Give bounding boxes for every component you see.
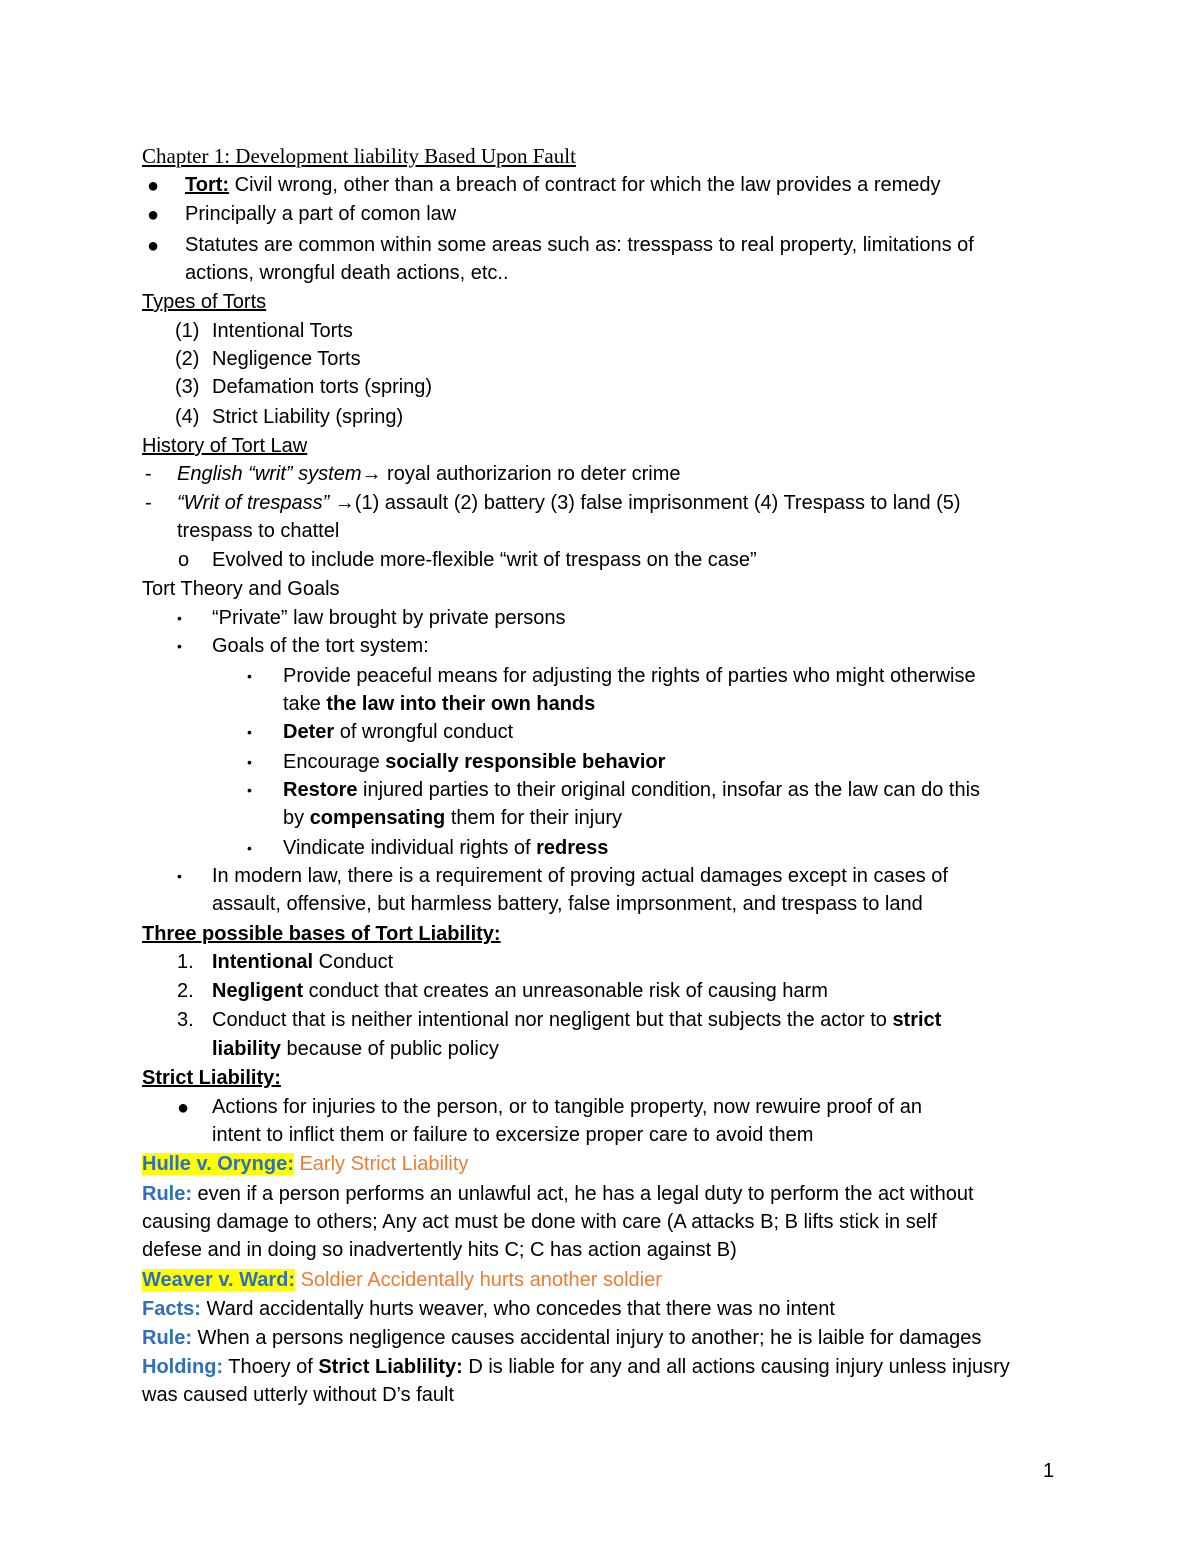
dot-marker: • xyxy=(177,610,182,626)
bold-text: the law into their own hands xyxy=(326,693,596,715)
case-rule xyxy=(142,1324,981,1352)
list-item-text: conduct that creates an unreasonable risk of causing harm xyxy=(303,980,828,1002)
tort-label: Tort: xyxy=(185,174,230,196)
list-item-continuation xyxy=(212,1035,499,1063)
list-item-text: by xyxy=(283,807,310,829)
bullet-marker: ● xyxy=(147,235,160,257)
case-name: Hulle v. Orynge: xyxy=(142,1153,294,1175)
list-item-text: trespass to chattel xyxy=(177,520,340,542)
holding-text: was caused utterly without D’s fault xyxy=(142,1384,455,1406)
holding-text: D is liable for any and all actions causing injury unless injusry xyxy=(462,1356,1010,1378)
bold-text: compensating xyxy=(309,807,446,829)
rule-text: causing damage to others; Any act must be done with care (A attacks B; B lifts stick in self xyxy=(142,1211,937,1233)
chapter-title xyxy=(142,142,576,170)
case-holding xyxy=(142,1353,1010,1381)
list-item xyxy=(212,403,403,431)
list-item-text: Evolved to include more-flexible “writ of trespass on the case” xyxy=(212,549,757,571)
list-number: 1. xyxy=(177,951,194,973)
list-item-text: “Private” law brought by private persons xyxy=(212,607,566,629)
rule-text: defese and in doing so inadvertently hits C; C has action against B) xyxy=(142,1239,737,1261)
list-item-text: Goals of the tort system: xyxy=(212,635,429,657)
list-number: 2. xyxy=(177,980,194,1002)
dot-marker: • xyxy=(247,782,252,798)
bold-text: Deter xyxy=(283,721,335,743)
facts-text: Ward accidentally hurts weaver, who concedes that there was no intent xyxy=(200,1298,835,1320)
heading-text: History of Tort Law xyxy=(142,435,308,457)
heading-text: Tort Theory and Goals xyxy=(142,578,340,600)
rule-text: even if a person performs an unlawful act, he has a legal duty to perform the act without xyxy=(192,1183,974,1205)
heading-text: Types of Torts xyxy=(142,291,267,313)
list-item-continuation xyxy=(177,517,339,545)
circle-marker: o xyxy=(178,549,190,571)
dash-marker: - xyxy=(145,463,152,485)
arrow-icon: → xyxy=(334,492,355,514)
case-rule xyxy=(142,1180,974,1208)
section-heading-types xyxy=(142,288,266,316)
bold-text: socially responsible behavior xyxy=(385,751,666,773)
rule-label: Rule: xyxy=(142,1327,192,1349)
list-item-text: royal authorizarion ro deter crime xyxy=(381,463,681,485)
list-item-continuation xyxy=(212,890,923,918)
list-item-text: Intentional Torts xyxy=(212,320,353,342)
list-number: 3. xyxy=(177,1009,194,1031)
holding-label: Holding: xyxy=(142,1356,224,1378)
list-item xyxy=(212,604,566,632)
chapter-title-text: Chapter 1: Development liability Based Upon Fault xyxy=(142,144,576,168)
italic-text: “Writ of trespass” xyxy=(177,492,335,514)
case-topic: Soldier Accidentally hurts another soldier xyxy=(295,1269,662,1291)
bold-text: Negligent xyxy=(212,980,304,1002)
bullet-marker: ● xyxy=(147,204,160,226)
dot-marker: • xyxy=(177,638,182,654)
dot-marker: • xyxy=(247,840,252,856)
case-heading-weaver xyxy=(142,1266,662,1294)
page-number: 1 xyxy=(1043,1460,1055,1482)
list-item-continuation xyxy=(212,1121,813,1149)
list-item-text: actions, wrongful death actions, etc.. xyxy=(185,262,509,284)
heading-text: Three possible bases of Tort Liability: xyxy=(142,923,501,945)
list-number: (1) xyxy=(175,320,200,342)
list-item xyxy=(212,345,361,373)
bullet-marker: ● xyxy=(177,1097,190,1119)
list-item-continuation xyxy=(185,259,509,287)
list-item-text: intent to inflict them or failure to excersize proper care to avoid them xyxy=(212,1124,814,1146)
dot-marker: • xyxy=(247,724,252,740)
list-item xyxy=(177,460,681,488)
list-item-text: Defamation torts (spring) xyxy=(212,376,433,398)
list-item-text: because of public policy xyxy=(280,1038,499,1060)
italic-text: English “writ” system xyxy=(177,463,362,485)
case-rule-continuation xyxy=(142,1236,737,1264)
list-item-text: assault, offensive, but harmless battery, false imprsonment, and trespass to land xyxy=(212,893,923,915)
arrow-icon: → xyxy=(361,463,382,485)
list-item xyxy=(212,1006,941,1034)
case-name: Weaver v. Ward: xyxy=(142,1269,296,1291)
list-item xyxy=(212,317,353,345)
goal-item-continuation xyxy=(283,690,595,718)
list-item-text: of wrongful conduct xyxy=(334,721,514,743)
list-item-text: (1) assault (2) battery (3) false imprisonment (4) Trespass to land (5) xyxy=(354,492,961,514)
list-item xyxy=(212,948,393,976)
list-item-text: injured parties to their original condition, insofar as the law can do this xyxy=(357,779,981,801)
goal-item xyxy=(283,748,665,776)
list-item xyxy=(212,632,429,660)
rule-label: Rule: xyxy=(142,1183,192,1205)
list-item xyxy=(185,231,974,259)
case-topic: Early Strict Liability xyxy=(293,1153,469,1175)
bullet-marker: ● xyxy=(147,175,160,197)
section-heading-theory xyxy=(142,575,340,603)
section-heading-strict xyxy=(142,1064,281,1092)
list-item xyxy=(185,171,941,199)
list-item xyxy=(212,977,828,1005)
list-item xyxy=(212,862,948,890)
dot-marker: • xyxy=(247,668,252,684)
case-holding-continuation xyxy=(142,1381,454,1409)
bold-text: Strict Liablility: xyxy=(318,1356,463,1378)
list-item-text: Encourage xyxy=(283,751,386,773)
goal-item xyxy=(283,662,976,690)
list-item-text: them for their injury xyxy=(445,807,622,829)
list-item-text: Statutes are common within some areas such as: tresspass to real property, limitations of xyxy=(185,234,974,256)
goal-item-continuation xyxy=(283,804,622,832)
list-item xyxy=(212,373,432,401)
heading-text: Strict Liability: xyxy=(142,1067,281,1089)
list-item-text: Principally a part of comon law xyxy=(185,203,457,225)
section-heading-bases xyxy=(142,920,501,948)
list-item-text: Actions for injuries to the person, or to tangible property, now rewuire proof of an xyxy=(212,1096,923,1118)
list-item xyxy=(177,489,961,517)
list-item-text: In modern law, there is a requirement of proving actual damages except in cases of xyxy=(212,865,948,887)
list-item-text: take xyxy=(283,693,327,715)
holding-text: Thoery of xyxy=(223,1356,319,1378)
list-item-text: Conduct xyxy=(313,951,394,973)
goal-item xyxy=(283,718,513,746)
facts-label: Facts: xyxy=(142,1298,201,1320)
list-item-text: Vindicate individual rights of xyxy=(283,837,537,859)
case-rule-continuation xyxy=(142,1208,937,1236)
bold-text: liability xyxy=(212,1038,281,1060)
dot-marker: • xyxy=(177,868,182,884)
list-item xyxy=(185,200,456,228)
bold-text: strict xyxy=(892,1009,942,1031)
section-heading-history xyxy=(142,432,307,460)
goal-item xyxy=(283,776,980,804)
list-item-text: Negligence Torts xyxy=(212,348,361,370)
list-number: (4) xyxy=(175,406,200,428)
tort-definition: Civil wrong, other than a breach of contract for which the law provides a remedy xyxy=(229,174,941,196)
list-item-text: Strict Liability (spring) xyxy=(212,406,404,428)
list-number: (2) xyxy=(175,348,200,370)
list-item xyxy=(212,1093,922,1121)
list-number: (3) xyxy=(175,376,200,398)
bold-text: Restore xyxy=(283,779,358,801)
rule-text: When a persons negligence causes accidental injury to another; he is laible for damages xyxy=(192,1327,982,1349)
dot-marker: • xyxy=(247,754,252,770)
case-heading-hulle xyxy=(142,1150,468,1178)
sub-list-item xyxy=(212,546,757,574)
bold-text: redress xyxy=(536,837,609,859)
bold-text: Intentional xyxy=(212,951,314,973)
case-facts xyxy=(142,1295,835,1323)
list-item-text: Provide peaceful means for adjusting the rights of parties who might otherwise xyxy=(283,665,976,687)
list-item-text: Conduct that is neither intentional nor negligent but that subjects the actor to xyxy=(212,1009,893,1031)
goal-item xyxy=(283,834,608,862)
dash-marker: - xyxy=(145,492,152,514)
